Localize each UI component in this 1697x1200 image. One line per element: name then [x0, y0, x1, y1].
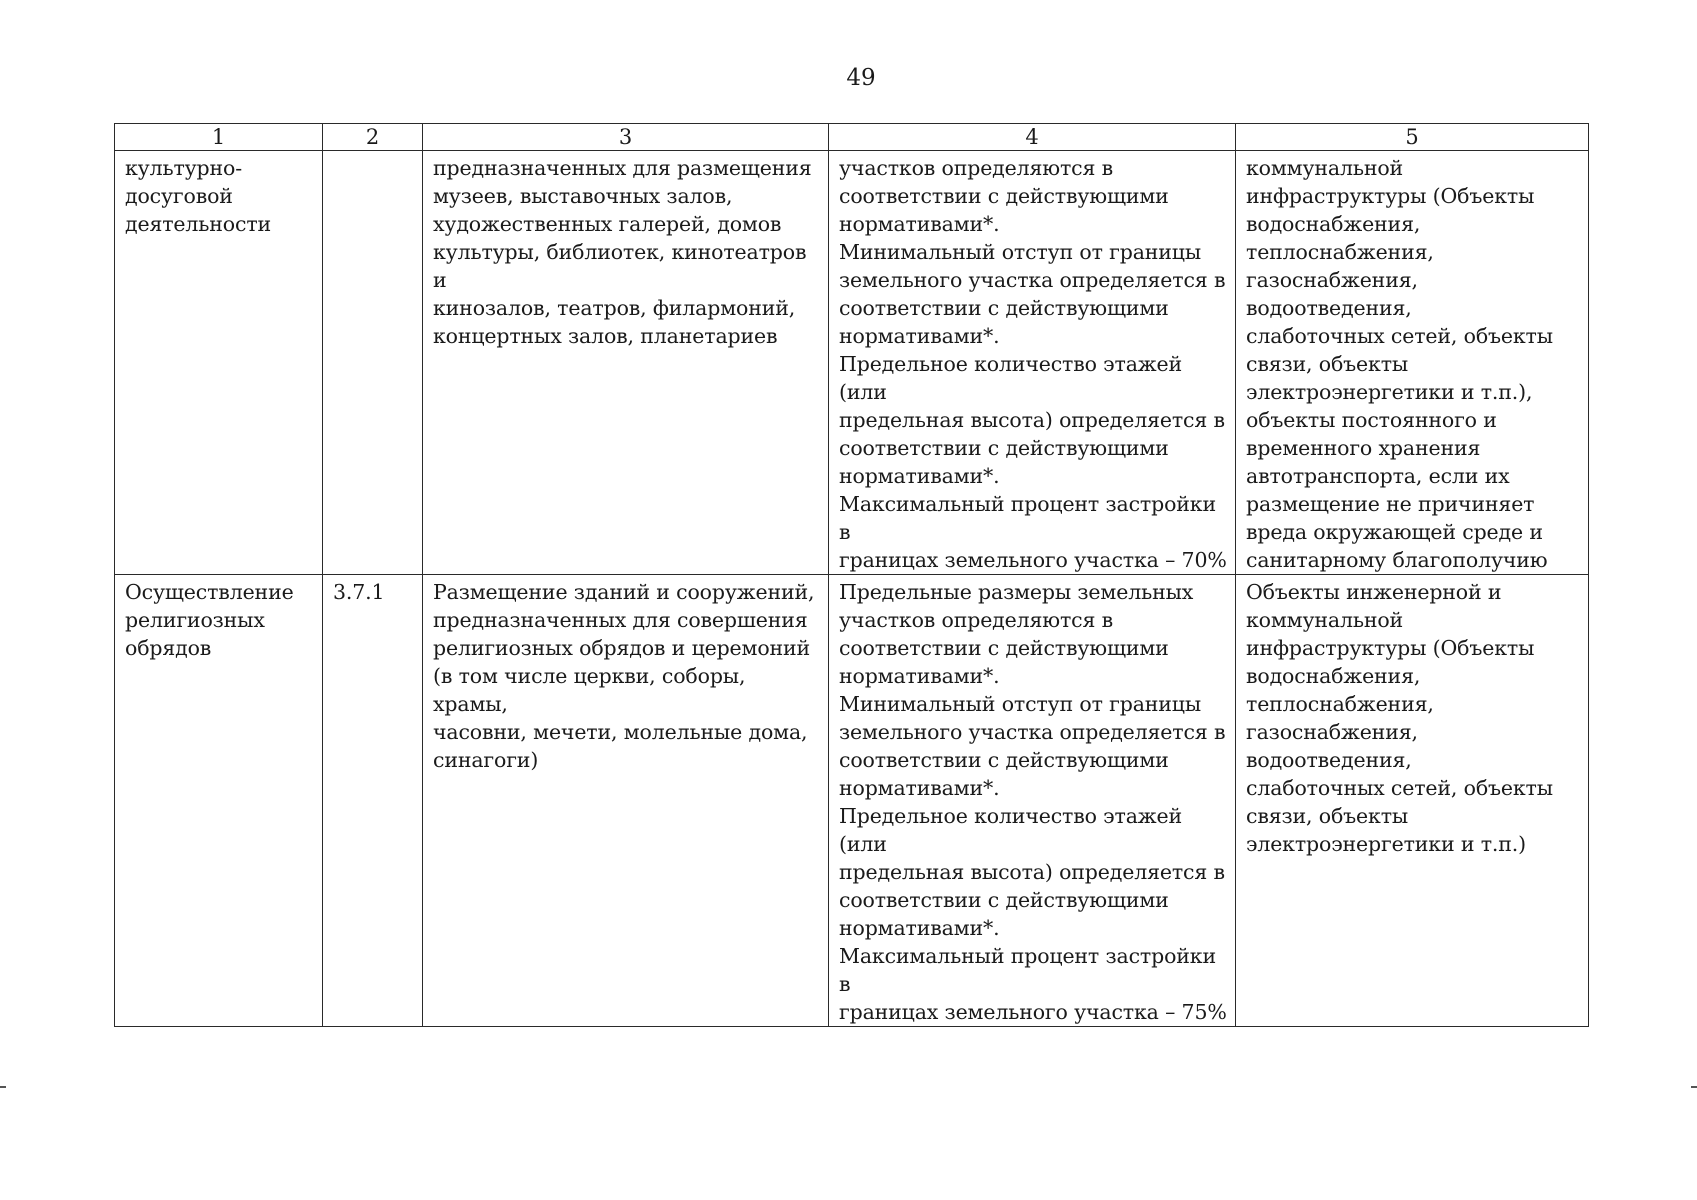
scan-edge-mark: [0, 1086, 6, 1088]
table-header-row: [115, 124, 1589, 151]
column-header: 4: [829, 124, 1236, 151]
page-number: 49: [846, 65, 876, 91]
cell-parameters: Предельные размеры земельных участков определяются в соответствии с действующими нормативами*. Минимальный отступ от границы земельного участка определяется в соответствии с действующими нормативами*. Предельное количество этажей (или предельная высота) определяется в соответствии с действующими нормативами*. Максимальный процент застройки в границах земельного участка – 75%: [829, 575, 1236, 1027]
cell-code: [323, 151, 423, 575]
cell-auxiliary-uses: Объекты инженерной и коммунальной инфраструктуры (Объекты водоснабжения, теплоснабжения, газоснабжения, водоотведения, слаботочных сетей, объекты связи, объекты электроэнергетики и т.п.): [1236, 575, 1589, 1027]
cell-parameters: участков определяются в соответствии с действующими нормативами*. Минимальный отступ от границы земельного участка определяется в соответствии с действующими нормативами*. Предельное количество этажей (или предельная высота) определяется в соответствии с действующими нормативами*. Максимальный процент застройки в границах земельного участка – 70%: [829, 151, 1236, 575]
column-header: 1: [115, 124, 323, 151]
cell-code: 3.7.1: [323, 575, 423, 1027]
cell-use-type: культурно- досуговой деятельности: [115, 151, 323, 575]
cell-description: Размещение зданий и сооружений, предназначенных для совершения религиозных обрядов и церемоний (в том числе церкви, соборы, храмы, часовни, мечети, молельные дома, синагоги): [423, 575, 829, 1027]
cell-use-type: Осуществление религиозных обрядов: [115, 575, 323, 1027]
table-row: [115, 151, 1589, 575]
scan-edge-mark: [1691, 1086, 1697, 1088]
column-header: 3: [423, 124, 829, 151]
column-header: 2: [323, 124, 423, 151]
land-use-table: [114, 123, 1589, 1027]
cell-description: предназначенных для размещения музеев, выставочных залов, художественных галерей, домов культуры, библиотек, кинотеатров и кинозалов, театров, филармоний, концертных залов, планетариев: [423, 151, 829, 575]
table-row: [115, 575, 1589, 1027]
cell-auxiliary-uses: коммунальной инфраструктуры (Объекты водоснабжения, теплоснабжения, газоснабжения, водоотведения, слаботочных сетей, объекты связи, объекты электроэнергетики и т.п.), объекты постоянного и временного хранения автотранспорта, если их размещение не причиняет вреда окружающей среде и санитарному благополучию: [1236, 151, 1589, 575]
column-header: 5: [1236, 124, 1589, 151]
